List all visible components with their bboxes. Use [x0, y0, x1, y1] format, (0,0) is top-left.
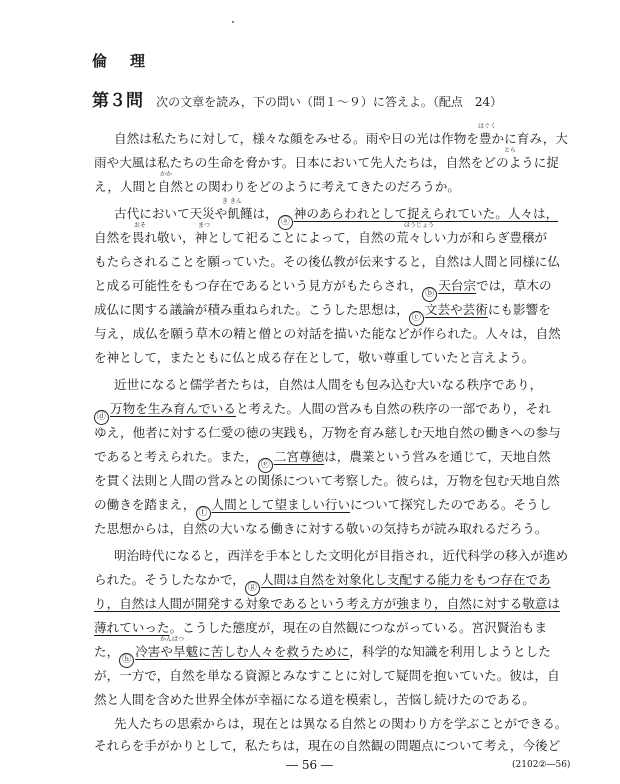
text-run: では，草木の — [475, 278, 552, 293]
text-run: であると考えられた。また， — [94, 449, 258, 464]
passage-line — [94, 734, 561, 758]
text-run: を神として，またともに仏と成る存在として，敬い尊重していたと言えよう。 — [94, 350, 535, 365]
text-run: た， — [94, 644, 120, 659]
subject-title: 倫 理 — [92, 52, 150, 70]
marker-e: ⓔ — [258, 458, 273, 473]
underline-g-cont: り，自然は人間が開発する対象であるという考え方が強まり，自然に対する敬意は — [94, 596, 560, 611]
passage-line — [94, 493, 552, 518]
text-run: 成仏に関する議論が積み重ねられた。こうした思想は， — [94, 302, 409, 317]
passage-line — [94, 712, 568, 736]
text-run: ゆえ，他者に対する仁愛の徳の実践も，万物を育み慈しむ天地自然の働きへの参与 — [94, 425, 561, 440]
passage-line — [94, 175, 534, 199]
passage-line — [94, 544, 569, 568]
passage-line — [94, 592, 560, 616]
underline-e: 二宮尊徳 — [273, 449, 325, 464]
underline-f: 人間として望ましい行い — [211, 497, 351, 512]
text-run: と成る可能性をもつ存在であるという見方がもたらされ， — [94, 278, 423, 293]
question-number: 第３問 — [92, 91, 143, 111]
underline-d: 万物を生み育んでいる — [110, 401, 236, 416]
page-number: ― 56 ― — [286, 758, 333, 772]
ruby-kanbatsu: かんばつ — [160, 636, 185, 643]
passage-line — [94, 688, 534, 712]
passage-line — [94, 322, 561, 346]
text-run: られた。そうしたなかで， — [94, 572, 245, 587]
passage-line — [94, 421, 561, 445]
marker-b: ⓑ — [422, 287, 437, 302]
text-run: 明治時代になると，西洋を手本とした文明化が目指され，近代科学の移入が進め — [114, 548, 569, 563]
text-run: え，人間と自然との関わりをどのように考えてきたのだろうか。 — [94, 179, 460, 194]
text-run: 与え，成仏を願う草木の精と僧との対話を描いた能などが作られた。人々は，自然 — [94, 326, 561, 341]
passage-line — [94, 127, 568, 151]
ruby-kikin: き きん — [222, 198, 242, 205]
marker-d: ⓓ — [94, 410, 109, 425]
text-run: 自然は私たちに対して，様々な顔をみせる。雨や日の光は作物を豊かに育み，大 — [114, 131, 568, 146]
underline-a: 神のあらわれとして捉えられていた。人々は， — [293, 206, 559, 221]
marker-c: ⓒ — [409, 311, 424, 326]
passage-line — [94, 202, 559, 227]
question-header — [92, 86, 502, 111]
text-run: もたらされることを願っていた。その後仏教が伝来すると，自然は人間と同様に仏 — [94, 254, 560, 269]
text-run: 。こうした態度が，現在の自然観につながっている。宮沢賢治もま — [169, 620, 548, 635]
passage-line — [94, 664, 560, 688]
text-run: 然と人間を含めた世界全体が幸福になる道を模索し，苦悩し続けたのである。 — [94, 692, 535, 707]
passage-line — [94, 298, 551, 323]
passage-line — [94, 517, 548, 541]
text-run: にも影響を — [487, 302, 551, 317]
underline-g-end: 薄れていった — [94, 620, 170, 635]
ruby-kakawari: かか — [160, 171, 173, 178]
text-run: 先人たちの思索からは，現在とは異なる自然との関わり方を学ぶことができる。 — [114, 716, 568, 731]
passage-line — [94, 469, 560, 493]
passage-line — [94, 274, 552, 299]
ruby-toraeru: とら — [504, 147, 517, 154]
ruby-matsu: まつ — [198, 222, 211, 229]
page-code: (2102②―56) — [512, 760, 571, 770]
passage-line — [94, 397, 551, 422]
question-instruction: 次の文章を読み，下の問い（問１～９）に答えよ。（配点 24） — [156, 95, 503, 109]
text-run: 古代において天災や飢饉は， — [114, 206, 278, 221]
passage-line — [94, 346, 534, 370]
underline-g: 人間は自然を対象化し支配する能力をもつ存在であ — [260, 572, 551, 587]
passage-line — [94, 226, 548, 250]
passage-line — [94, 640, 551, 665]
marker-g: ⓖ — [245, 581, 260, 596]
scan-dot — [232, 21, 234, 23]
marker-a: ⓐ — [278, 215, 293, 230]
text-run: の働きを踏まえ， — [94, 497, 196, 512]
passage-line — [94, 568, 551, 593]
text-run: について探究したのである。そうし — [350, 497, 552, 512]
underline-h: 冷害や旱魃に苦しむ人々を救うために — [135, 644, 350, 659]
underline-b: 天台宗 — [438, 278, 476, 293]
text-run: それらを手がかりとして，私たちは，現在の自然観の問題点について考え，今後ど — [94, 738, 561, 753]
underline-c: 文芸や芸術 — [424, 302, 488, 317]
ruby-osore: おそ — [134, 222, 147, 229]
text-run: ，科学的な知識を利用しようとした — [349, 644, 551, 659]
text-run: 雨や大風は私たちの生命を脅かす。日本において先人たちは，自然をどのように捉 — [94, 155, 559, 170]
text-run: を貫く法則と人間の営みとの関係について考察した。彼らは，万物を包む天地自然 — [94, 473, 560, 488]
text-run: 自然を畏れ敬い，神として祀ることによって，自然の荒々しい力が和らぎ豊穣が — [94, 230, 548, 245]
text-run: と考えた。人間の営みも自然の秩序の一部であり，それ — [235, 401, 551, 416]
passage-line — [94, 250, 560, 274]
text-run: は，農業という営みを通じて，天地自然 — [324, 449, 551, 464]
passage-line — [94, 373, 554, 397]
ruby-hagukumi: はぐく — [478, 123, 497, 130]
marker-f: ⓕ — [196, 506, 211, 521]
text-run: 近世になると儒学者たちは，自然は人間をも包み込む大いなる秩序であり， — [114, 377, 543, 392]
passage-line — [94, 445, 551, 470]
text-run: が，一方で，自然を単なる資源とみなすことに対して疑問を抱いていた。彼は，自 — [94, 668, 560, 683]
ruby-hojo: ほうじょう — [404, 222, 435, 229]
text-run: た思想からは，自然の大いなる働きに対する敬いの気持ちが読み取れるだろう。 — [94, 521, 548, 536]
marker-h: ⓗ — [119, 653, 134, 668]
